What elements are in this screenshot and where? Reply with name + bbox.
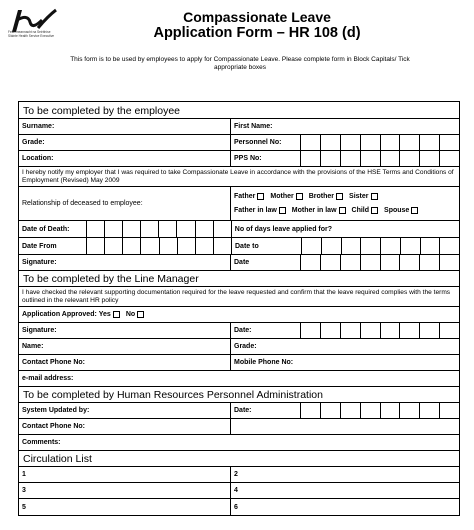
section-employee bbox=[19, 102, 459, 119]
hr-system-updated-field[interactable]: System Updated by: bbox=[19, 403, 231, 418]
circulation-item-4[interactable]: 4 bbox=[234, 487, 238, 494]
row-relationship bbox=[19, 187, 459, 221]
rel-mother-label: Mother bbox=[270, 192, 294, 200]
hr-contact-phone-blank[interactable] bbox=[231, 419, 459, 434]
rel-spouse-checkbox[interactable] bbox=[411, 207, 418, 214]
rel-child-label: Child bbox=[351, 207, 370, 215]
row-notify bbox=[19, 167, 459, 187]
circulation-row-1 bbox=[19, 467, 459, 483]
date-to-label: Date to bbox=[232, 238, 302, 254]
notify-statement: I hereby notify my employer that I was required to take Compassionate Leave in accordance with the provisions of the HSE Terms and Conditions of Employment (Revised) May 2009 bbox=[22, 168, 454, 184]
section-heading-employee: To be completed by the employee bbox=[23, 105, 181, 117]
circulation-item-2[interactable]: 2 bbox=[234, 471, 238, 478]
title-line-1: Compassionate Leave bbox=[183, 9, 331, 25]
row-date-of-death bbox=[19, 221, 459, 238]
date-of-death-label: Date of Death: bbox=[19, 221, 87, 237]
circulation-item-5[interactable]: 5 bbox=[19, 499, 231, 515]
location-field[interactable]: Location: bbox=[19, 151, 231, 166]
date-to-boxes[interactable] bbox=[302, 238, 459, 254]
intro-text: This form is to be used by employees to apply for Compassionate Leave. Please complete form in Block Capitals/ Tick appropriate boxes bbox=[70, 56, 410, 71]
personnel-no-boxes[interactable] bbox=[301, 135, 459, 150]
row-lm-signature bbox=[19, 323, 459, 339]
lm-signature-field[interactable]: Signature: bbox=[19, 323, 231, 338]
circulation-row-3 bbox=[19, 499, 459, 515]
row-lm-name bbox=[19, 339, 459, 355]
row-date-from bbox=[19, 238, 459, 255]
surname-field[interactable]: Surname: bbox=[19, 119, 231, 134]
grade-field[interactable]: Grade: bbox=[19, 135, 231, 150]
pps-no-label: PPS No: bbox=[231, 151, 301, 166]
approved-no-checkbox[interactable] bbox=[137, 311, 144, 318]
logo-caption: Feidhmeannacht na Seirbhíse Sláinte Health Service Executive bbox=[8, 30, 55, 38]
rel-brother-label: Brother bbox=[308, 192, 335, 200]
date-of-death-boxes[interactable] bbox=[87, 221, 232, 237]
rel-father-checkbox[interactable] bbox=[257, 193, 264, 200]
circulation-item-1[interactable]: 1 bbox=[19, 467, 231, 482]
row-surname bbox=[19, 119, 459, 135]
rel-mother-in-law-label: Mother in law bbox=[291, 207, 337, 215]
rel-father-in-law-label: Father in law bbox=[234, 207, 277, 215]
lm-contact-phone-field[interactable]: Contact Phone No: bbox=[19, 355, 231, 370]
rel-mother-checkbox[interactable] bbox=[296, 193, 303, 200]
check-statement: I have checked the relevant supporting documentation required for the leave requested and confirm that the leave required complies with the terms outlined in the relevant HR policy bbox=[22, 288, 451, 304]
section-heading-circulation: Circulation List bbox=[23, 453, 92, 465]
rel-father-in-law-checkbox[interactable] bbox=[279, 207, 286, 214]
row-signature bbox=[19, 255, 459, 271]
lm-name-field[interactable]: Name: bbox=[19, 339, 231, 354]
lm-date-boxes[interactable] bbox=[301, 323, 459, 338]
days-leave-field[interactable]: No of days leave applied for? bbox=[234, 225, 333, 233]
row-grade bbox=[19, 135, 459, 151]
relationship-label: Relationship of deceased to employee: bbox=[19, 187, 231, 220]
lm-grade-field[interactable]: Grade: bbox=[234, 343, 257, 350]
circulation-item-3[interactable]: 3 bbox=[19, 483, 231, 498]
lm-email-field[interactable]: e-mail address: bbox=[22, 375, 74, 382]
section-circulation bbox=[19, 451, 459, 467]
row-hr-comments bbox=[19, 435, 459, 451]
hr-date-boxes[interactable] bbox=[301, 403, 459, 418]
rel-mother-in-law-checkbox[interactable] bbox=[339, 207, 346, 214]
approved-yes-label: Yes bbox=[98, 311, 111, 318]
date-label: Date bbox=[231, 255, 301, 270]
circulation-row-2 bbox=[19, 483, 459, 499]
date-from-label: Date From bbox=[19, 238, 87, 254]
row-hr-phone bbox=[19, 419, 459, 435]
pps-no-boxes[interactable] bbox=[301, 151, 459, 166]
first-name-field[interactable]: First Name: bbox=[234, 123, 273, 130]
section-hr bbox=[19, 387, 459, 403]
title-line-2: Application Form – HR 108 (d) bbox=[153, 25, 361, 41]
row-check-statement bbox=[19, 287, 459, 307]
approval-options bbox=[19, 307, 459, 322]
hr-date-label: Date: bbox=[231, 403, 301, 418]
rel-brother-checkbox[interactable] bbox=[336, 193, 343, 200]
date-boxes[interactable] bbox=[301, 255, 459, 270]
circulation-item-6[interactable]: 6 bbox=[234, 503, 238, 511]
hr-comments-field[interactable]: Comments: bbox=[22, 439, 61, 446]
section-heading-line-manager: To be completed by the Line Manager bbox=[23, 273, 199, 285]
approved-label: Application Approved: bbox=[22, 311, 97, 318]
row-location bbox=[19, 151, 459, 167]
rel-spouse-label: Spouse bbox=[384, 207, 410, 215]
rel-sister-label: Sister bbox=[349, 192, 369, 200]
form-title bbox=[92, 9, 422, 41]
row-hr-system bbox=[19, 403, 459, 419]
date-from-boxes[interactable] bbox=[87, 238, 232, 254]
row-lm-phone bbox=[19, 355, 459, 371]
personnel-no-label: Personnel No: bbox=[231, 135, 301, 150]
row-approved bbox=[19, 307, 459, 323]
hr-contact-phone-field[interactable]: Contact Phone No: bbox=[19, 419, 231, 434]
rel-father-label: Father bbox=[234, 192, 256, 200]
rel-child-checkbox[interactable] bbox=[371, 207, 378, 214]
approved-yes-checkbox[interactable] bbox=[113, 311, 120, 318]
section-heading-hr: To be completed by Human Resources Personnel Administration bbox=[23, 389, 323, 401]
signature-field[interactable]: Signature: bbox=[19, 255, 231, 270]
rel-sister-checkbox[interactable] bbox=[371, 193, 378, 200]
application-form bbox=[18, 101, 460, 516]
relationship-options bbox=[231, 187, 459, 220]
row-lm-email bbox=[19, 371, 459, 387]
section-line-manager bbox=[19, 271, 459, 287]
approved-no-label: No bbox=[125, 311, 136, 318]
lm-date-label: Date: bbox=[231, 323, 301, 338]
lm-mobile-phone-field[interactable]: Mobile Phone No: bbox=[234, 359, 294, 366]
